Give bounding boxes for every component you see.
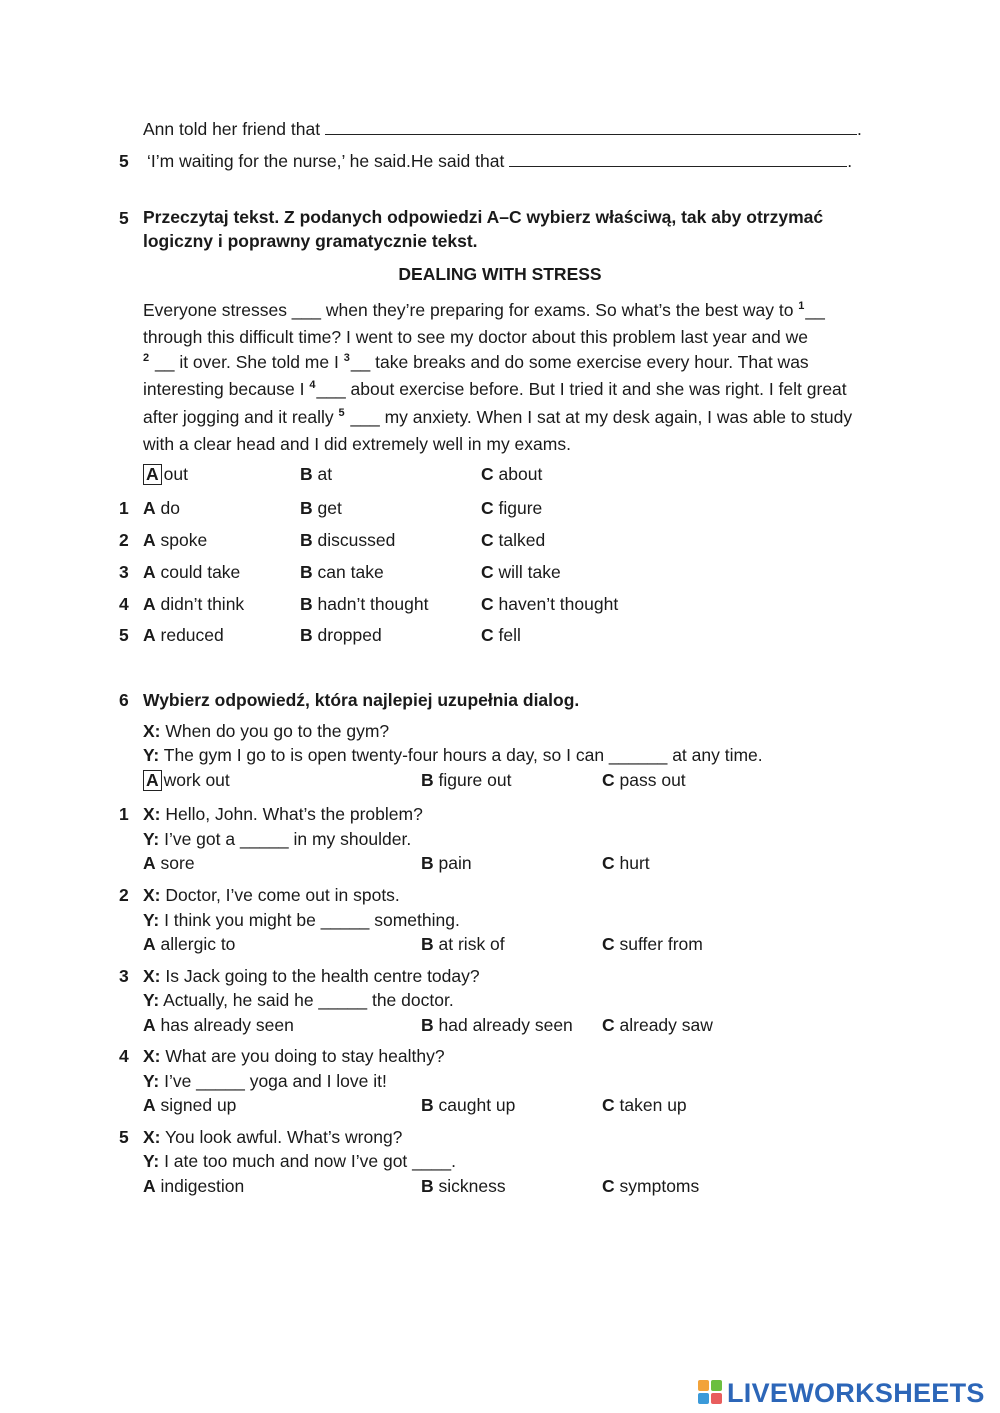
option-a[interactable] bbox=[143, 530, 207, 551]
option-text: already saw bbox=[619, 1015, 713, 1035]
option-b[interactable] bbox=[421, 934, 505, 955]
option-text: do bbox=[160, 498, 180, 518]
row-number: 5 bbox=[119, 625, 129, 645]
speaker-y: Y: bbox=[143, 910, 160, 930]
speaker-x: X: bbox=[143, 966, 161, 986]
option-letter: A bbox=[143, 594, 156, 614]
dialog-x-line bbox=[143, 804, 423, 825]
speaker-y: Y: bbox=[143, 1071, 160, 1091]
option-c[interactable] bbox=[481, 530, 545, 551]
option-letter-selected: A bbox=[143, 464, 162, 485]
stress-reading-text bbox=[143, 298, 883, 456]
option-text: get bbox=[317, 498, 342, 518]
option-c[interactable] bbox=[481, 625, 521, 646]
row-number: 3 bbox=[119, 562, 129, 582]
text-segment: __ take breaks and do some exercise every hour. That was interesting because I bbox=[143, 351, 809, 400]
task5-instruction: Przeczytaj tekst. Z podanych odpowiedzi A–C wybierz właściwą, tak aby otrzymać logiczny i poprawny gramatycznie tekst. bbox=[143, 207, 824, 252]
option-letter: C bbox=[481, 562, 494, 582]
option-b[interactable] bbox=[421, 853, 472, 874]
option-text: caught up bbox=[438, 1095, 516, 1115]
option-letter: A bbox=[143, 562, 156, 582]
ann-told-text: Ann told her friend that bbox=[143, 119, 321, 139]
option-text: about bbox=[498, 464, 543, 484]
option-text: sore bbox=[160, 853, 195, 873]
text-segment: Everyone stresses ___ when they’re preparing for exams. So what’s the best way to bbox=[143, 300, 799, 320]
gap-number: 2 bbox=[143, 351, 150, 364]
ann-told-line bbox=[143, 119, 862, 140]
option-a[interactable] bbox=[143, 1095, 236, 1116]
option-text: allergic to bbox=[160, 934, 236, 954]
row-number: 2 bbox=[119, 530, 129, 550]
option-letter: B bbox=[300, 594, 313, 614]
dialog-y-line bbox=[143, 990, 454, 1011]
option-b[interactable] bbox=[421, 1176, 506, 1197]
option-letter: B bbox=[421, 770, 434, 790]
task6-instruction: Wybierz odpowiedź, która najlepiej uzupełnia dialog. bbox=[143, 690, 580, 710]
text-segment: ___ about exercise before. But I tried it and she was right. I felt great after jogging and it really bbox=[143, 379, 847, 427]
option-text: figure bbox=[498, 498, 543, 518]
row-number: 1 bbox=[119, 498, 129, 518]
option-b[interactable] bbox=[421, 1095, 515, 1116]
gap-number: 3 bbox=[343, 351, 350, 364]
option-letter: C bbox=[602, 1176, 615, 1196]
option-b[interactable] bbox=[421, 770, 511, 791]
dialog-text: I’ve _____ yoga and I love it! bbox=[164, 1071, 387, 1091]
option-letter: C bbox=[481, 625, 494, 645]
liveworksheets-logo-icon bbox=[698, 1380, 724, 1406]
dialog-text: Actually, he said he _____ the doctor. bbox=[163, 990, 454, 1010]
option-c[interactable] bbox=[602, 1015, 713, 1036]
option-a[interactable] bbox=[143, 625, 224, 646]
option-a[interactable] bbox=[143, 934, 235, 955]
option-a[interactable] bbox=[143, 770, 230, 791]
option-text: sickness bbox=[438, 1176, 506, 1196]
speaker-x: X: bbox=[143, 721, 161, 741]
option-letter: A bbox=[143, 530, 156, 550]
nurse-sentence-line bbox=[147, 151, 852, 172]
option-letter: B bbox=[421, 1015, 434, 1035]
dialog-y-line bbox=[143, 829, 411, 850]
option-letter: C bbox=[481, 498, 494, 518]
option-text: suffer from bbox=[619, 934, 703, 954]
dialog-text: Is Jack going to the health centre today? bbox=[165, 966, 480, 986]
gap-number: 4 bbox=[309, 379, 316, 392]
gap-number: 1 bbox=[798, 300, 805, 312]
option-text: figure out bbox=[438, 770, 512, 790]
answer-blank[interactable] bbox=[509, 152, 847, 167]
option-b[interactable] bbox=[300, 530, 395, 551]
option-c[interactable] bbox=[602, 1176, 699, 1197]
option-text: reduced bbox=[160, 625, 224, 645]
item-number: 5 bbox=[119, 1127, 129, 1147]
option-text: work out bbox=[163, 770, 230, 790]
option-text: spoke bbox=[160, 530, 208, 550]
task-number: 5 bbox=[119, 208, 129, 228]
option-b[interactable] bbox=[300, 625, 382, 646]
option-c[interactable] bbox=[481, 498, 542, 519]
option-text: pass out bbox=[619, 770, 686, 790]
option-text: out bbox=[163, 464, 188, 484]
dialog-x-line bbox=[143, 966, 480, 987]
option-letter: A bbox=[143, 1095, 156, 1115]
speaker-y: Y: bbox=[143, 1151, 160, 1171]
option-a[interactable] bbox=[143, 1015, 294, 1036]
option-letter: B bbox=[421, 934, 434, 954]
option-b[interactable] bbox=[421, 1015, 573, 1036]
option-letter: B bbox=[421, 853, 434, 873]
option-text: signed up bbox=[160, 1095, 237, 1115]
speaker-x: X: bbox=[143, 804, 161, 824]
dialog-x-line bbox=[143, 885, 400, 906]
option-letter: C bbox=[602, 770, 615, 790]
option-c[interactable] bbox=[481, 594, 618, 615]
option-a[interactable] bbox=[143, 1176, 244, 1197]
option-letter: B bbox=[421, 1176, 434, 1196]
option-c[interactable] bbox=[602, 1095, 687, 1116]
option-b[interactable] bbox=[300, 498, 342, 519]
option-letter: C bbox=[481, 530, 494, 550]
item-number: 2 bbox=[119, 885, 129, 905]
option-text: hurt bbox=[619, 853, 650, 873]
speaker-y: Y: bbox=[143, 829, 160, 849]
option-letter: A bbox=[143, 498, 156, 518]
option-text: fell bbox=[498, 625, 521, 645]
option-letter: B bbox=[300, 464, 313, 484]
dialog-text: I think you might be _____ something. bbox=[164, 910, 460, 930]
option-text: had already seen bbox=[438, 1015, 573, 1035]
answer-blank[interactable] bbox=[325, 120, 857, 135]
text-title: DEALING WITH STRESS bbox=[398, 264, 602, 284]
option-letter: A bbox=[143, 853, 156, 873]
text-segment: __ through this difficult time? I went to see my doctor about this problem last year and we bbox=[143, 300, 825, 348]
dialog-x-line bbox=[143, 1046, 445, 1067]
item-number: 3 bbox=[119, 966, 129, 986]
option-a[interactable] bbox=[143, 464, 188, 485]
gap-number: 5 bbox=[338, 406, 345, 419]
option-a[interactable] bbox=[143, 594, 244, 615]
dialog-y-line bbox=[143, 1071, 387, 1092]
speaker-x: X: bbox=[143, 885, 161, 905]
dialog-text: I’ve got a _____ in my shoulder. bbox=[164, 829, 412, 849]
option-text: talked bbox=[498, 530, 546, 550]
option-letter: A bbox=[143, 625, 156, 645]
option-letter-selected: A bbox=[143, 770, 162, 791]
item-number: 5 bbox=[119, 151, 129, 171]
option-text: can take bbox=[317, 562, 384, 582]
option-text: discussed bbox=[317, 530, 396, 550]
option-letter: A bbox=[143, 1015, 156, 1035]
option-letter: C bbox=[602, 934, 615, 954]
option-letter: B bbox=[421, 1095, 434, 1115]
period: . bbox=[856, 119, 862, 139]
nurse-sentence-text: ‘I’m waiting for the nurse,’ he said.He said that bbox=[147, 151, 505, 171]
option-text: didn’t think bbox=[160, 594, 245, 614]
dialog-text: When do you go to the gym? bbox=[165, 721, 390, 741]
option-text: indigestion bbox=[160, 1176, 245, 1196]
option-a[interactable] bbox=[143, 562, 240, 583]
option-letter: C bbox=[481, 464, 494, 484]
option-letter: C bbox=[602, 1015, 615, 1035]
option-letter: C bbox=[602, 853, 615, 873]
dialog-text: Doctor, I’ve come out in spots. bbox=[165, 885, 400, 905]
liveworksheets-logo-text: LIVEWORKSHEETS bbox=[727, 1377, 985, 1408]
dialog-text: I ate too much and now I’ve got ____. bbox=[164, 1151, 456, 1171]
option-text: dropped bbox=[317, 625, 382, 645]
option-c[interactable] bbox=[481, 464, 542, 485]
option-letter: A bbox=[143, 934, 156, 954]
speaker-x: X: bbox=[143, 1046, 161, 1066]
option-letter: C bbox=[481, 594, 494, 614]
option-b[interactable] bbox=[300, 562, 384, 583]
dialog-text: What are you doing to stay healthy? bbox=[165, 1046, 445, 1066]
dialog-x-line bbox=[143, 1127, 402, 1148]
option-text: will take bbox=[498, 562, 561, 582]
option-letter: B bbox=[300, 625, 313, 645]
option-text: could take bbox=[160, 562, 241, 582]
option-text: pain bbox=[438, 853, 472, 873]
item-number: 4 bbox=[119, 1046, 129, 1066]
option-text: taken up bbox=[619, 1095, 687, 1115]
option-letter: B bbox=[300, 530, 313, 550]
option-letter: B bbox=[300, 498, 313, 518]
item-number: 1 bbox=[119, 804, 129, 824]
option-a[interactable] bbox=[143, 853, 195, 874]
dialog-text: Hello, John. What’s the problem? bbox=[165, 804, 423, 824]
text-segment: __ it over. She told me I bbox=[150, 351, 344, 372]
speaker-y: Y: bbox=[143, 745, 160, 765]
dialog-text: The gym I go to is open twenty-four hours a day, so I can ______ at any time. bbox=[163, 745, 763, 765]
dialog-y-line bbox=[143, 910, 460, 931]
dialog-y-line bbox=[143, 745, 763, 766]
option-letter: C bbox=[602, 1095, 615, 1115]
option-text: has already seen bbox=[160, 1015, 294, 1035]
speaker-y: Y: bbox=[143, 990, 160, 1010]
option-letter: A bbox=[143, 1176, 156, 1196]
option-c[interactable] bbox=[602, 770, 686, 791]
dialog-x-line bbox=[143, 721, 389, 742]
row-number: 4 bbox=[119, 594, 129, 614]
option-text: at risk of bbox=[438, 934, 505, 954]
liveworksheets-logo[interactable] bbox=[698, 1378, 985, 1408]
option-letter: B bbox=[300, 562, 313, 582]
dialog-y-line bbox=[143, 1151, 456, 1172]
option-c[interactable] bbox=[602, 853, 650, 874]
option-text: symptoms bbox=[619, 1176, 700, 1196]
text-segment: ___ my anxiety. When I sat at my desk again, I was able to study with a clear head and I did extremely well in my exams. bbox=[143, 406, 853, 455]
option-c[interactable] bbox=[481, 562, 561, 583]
option-c[interactable] bbox=[602, 934, 703, 955]
option-text: at bbox=[317, 464, 333, 484]
option-b[interactable] bbox=[300, 464, 332, 485]
speaker-x: X: bbox=[143, 1127, 161, 1147]
task-number: 6 bbox=[119, 690, 129, 710]
period: . bbox=[847, 151, 853, 171]
option-b[interactable] bbox=[300, 594, 428, 615]
option-text: hadn’t thought bbox=[317, 594, 429, 614]
dialog-text: You look awful. What’s wrong? bbox=[165, 1127, 403, 1147]
option-a[interactable] bbox=[143, 498, 180, 519]
option-text: haven’t thought bbox=[498, 594, 619, 614]
